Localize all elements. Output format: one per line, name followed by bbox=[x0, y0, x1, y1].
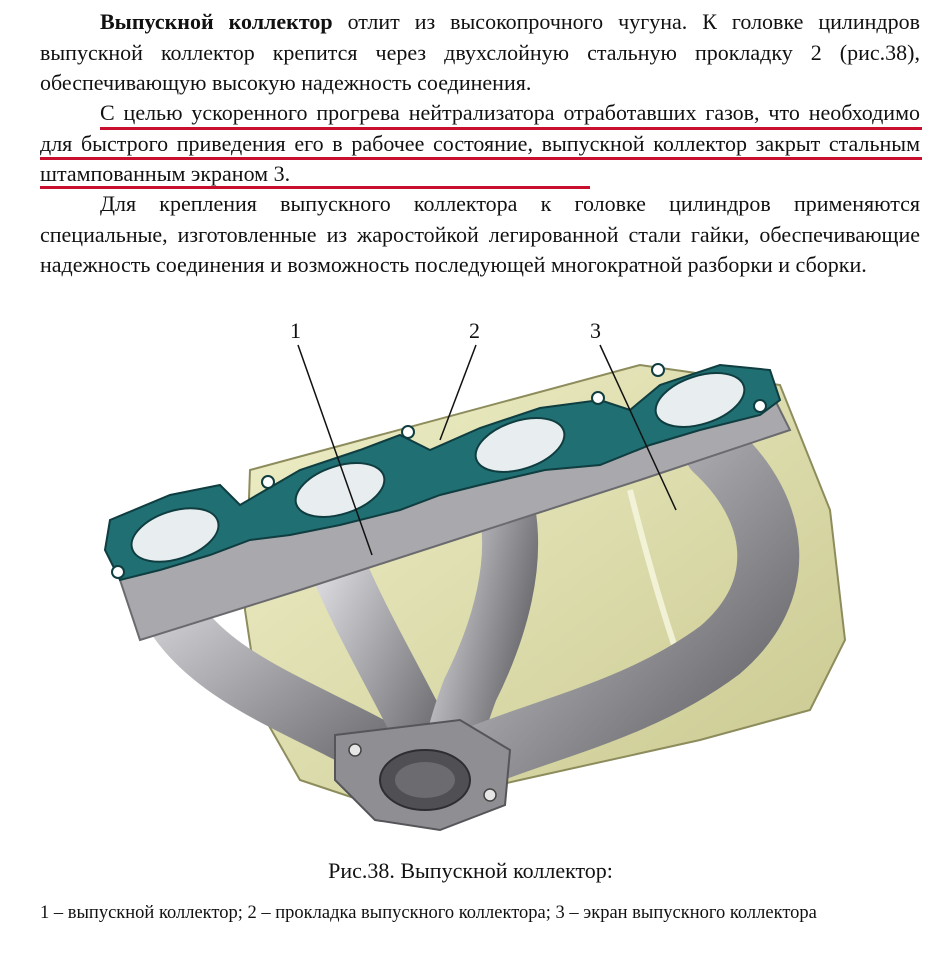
red-underline-2 bbox=[40, 157, 922, 160]
outlet-flange bbox=[335, 720, 510, 830]
manifold-illustration bbox=[0, 310, 941, 850]
term-exhaust-manifold: Выпускной коллектор bbox=[100, 9, 333, 34]
paragraph-shield: С целью ускоренного прогрева нейтрализатора отработавших газов, что необходимо для быстрого приведения его в рабочее состояние, выпускной коллектор закрыт стальным штампованным экраном 3. bbox=[40, 100, 920, 186]
figure-caption: Рис.38. Выпускной коллектор: bbox=[328, 858, 613, 883]
callout-1: 1 bbox=[290, 318, 301, 343]
manifold-figure bbox=[0, 310, 941, 850]
callout-3: 3 bbox=[590, 318, 601, 343]
paragraph-intro-text: отлит из высокопрочного чугуна. К головке цилиндров выпускной коллектор крепится через двухслойную стальную прокладку 2 (рис.38), обеспечивающую высокую надежность соединения. bbox=[40, 9, 920, 95]
figure-legend: 1 – выпускной коллектор; 2 – прокладка выпускного коллектора; 3 – экран выпускного коллектора bbox=[40, 903, 817, 923]
callout-2: 2 bbox=[469, 318, 480, 343]
red-underline-1 bbox=[100, 127, 922, 130]
paragraph-nuts: Для крепления выпускного коллектора к головке цилиндров применяются специальные, изготовленные из жаростойкой легированной стали гайки, обеспечивающие надежность соединения и возможность последующей многократной разборки и сборки. bbox=[40, 191, 920, 277]
paragraph-intro bbox=[40, 7, 920, 99]
